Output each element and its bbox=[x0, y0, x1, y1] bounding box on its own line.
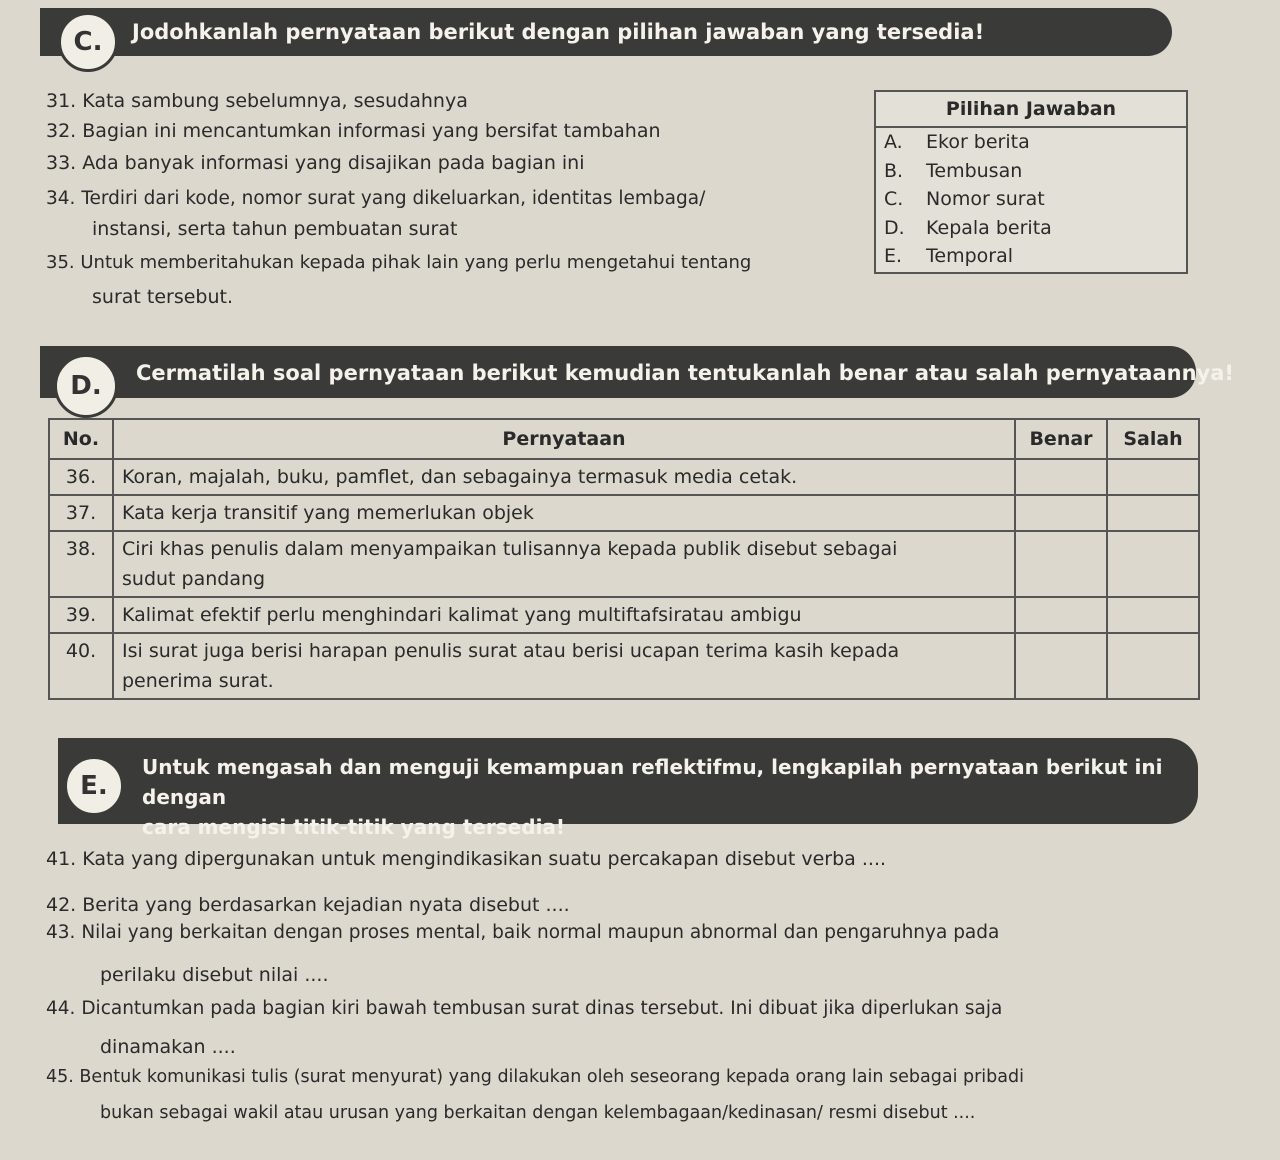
row-statement: Kalimat efektif perlu menghindari kalimat yang multiftafsiratau ambigu bbox=[113, 597, 1015, 633]
question-text: Dicantumkan pada bagian kiri bawah tembusan surat dinas tersebut. Ini dibuat jika diperlukan saja bbox=[81, 998, 1003, 1019]
question-41 bbox=[46, 842, 886, 876]
answer-choices-box bbox=[874, 90, 1188, 274]
table-row bbox=[49, 459, 1199, 495]
false-answer-cell[interactable] bbox=[1107, 459, 1199, 495]
question-34-continued: instansi, serta tahun pembuatan surat bbox=[92, 218, 458, 240]
question-number: 41. bbox=[46, 848, 77, 870]
true-answer-cell[interactable] bbox=[1015, 495, 1107, 531]
header-statement: Pernyataan bbox=[113, 419, 1015, 459]
table-header-row bbox=[49, 419, 1199, 459]
question-text: Nilai yang berkaitan dengan proses mental, baik normal maupun abnormal dan pengaruhnya pada bbox=[81, 922, 1000, 943]
answer-choices-title: Pilihan Jawaban bbox=[876, 92, 1186, 128]
question-text: Ada banyak informasi yang disajikan pada bagian ini bbox=[82, 152, 585, 174]
question-number: 32. bbox=[46, 120, 77, 142]
header-true: Benar bbox=[1015, 419, 1107, 459]
question-33 bbox=[46, 146, 585, 180]
question-text: Bagian ini mencantumkan informasi yang bersifat tambahan bbox=[82, 120, 661, 142]
true-answer-cell[interactable] bbox=[1015, 531, 1107, 597]
section-d-banner bbox=[40, 346, 1234, 401]
row-number: 38. bbox=[49, 531, 113, 597]
section-c-badge: C. bbox=[58, 12, 118, 72]
row-statement: Kata kerja transitif yang memerlukan objek bbox=[113, 495, 1015, 531]
section-e-instruction-line: Untuk mengasah dan menguji kemampuan reflektifmu, lengkapilah pernyataan berikut ini dengan bbox=[142, 755, 1163, 809]
true-false-table bbox=[48, 418, 1200, 700]
question-32 bbox=[46, 114, 661, 148]
question-number: 44. bbox=[46, 998, 76, 1019]
row-number: 37. bbox=[49, 495, 113, 531]
false-answer-cell[interactable] bbox=[1107, 531, 1199, 597]
choice-c: C. Nomor surat bbox=[884, 188, 1045, 210]
question-45 bbox=[46, 1060, 1024, 1094]
choice-a: A. Ekor berita bbox=[884, 131, 1030, 153]
choice-d: D. Kepala berita bbox=[884, 216, 1052, 239]
section-c-banner bbox=[40, 8, 1172, 56]
section-e-banner bbox=[58, 738, 1198, 839]
question-44-continued: dinamakan .... bbox=[100, 1036, 236, 1058]
question-text: Bentuk komunikasi tulis (surat menyurat) yang dilakukan oleh seseorang kepada orang lain sebagai pribadi bbox=[79, 1067, 1024, 1087]
question-text: Kata yang dipergunakan untuk mengindikasikan suatu percakapan disebut verba .... bbox=[82, 848, 887, 870]
section-e-badge: E. bbox=[64, 756, 124, 816]
row-number: 36. bbox=[49, 459, 113, 495]
question-43-continued: perilaku disebut nilai .... bbox=[100, 964, 329, 986]
section-e-instruction bbox=[142, 752, 1182, 842]
question-number: 45. bbox=[46, 1067, 74, 1087]
question-number: 43. bbox=[46, 922, 76, 943]
question-31 bbox=[46, 84, 468, 118]
question-text: Untuk memberitahukan kepada pihak lain yang perlu mengetahui tentang bbox=[80, 252, 752, 273]
row-number: 40. bbox=[49, 633, 113, 699]
question-34 bbox=[46, 182, 705, 216]
section-c-instruction: Jodohkanlah pernyataan berikut dengan pilihan jawaban yang tersedia! bbox=[132, 20, 985, 44]
row-statement bbox=[113, 531, 1015, 597]
question-44 bbox=[46, 992, 1002, 1026]
true-answer-cell[interactable] bbox=[1015, 633, 1107, 699]
table-row bbox=[49, 633, 1199, 699]
section-d-instruction: Cermatilah soal pernyataan berikut kemudian tentukanlah benar atau salah pernyataannya! bbox=[136, 361, 1234, 385]
header-false: Salah bbox=[1107, 419, 1199, 459]
row-number: 39. bbox=[49, 597, 113, 633]
question-43 bbox=[46, 916, 999, 950]
header-no: No. bbox=[49, 419, 113, 459]
table-row bbox=[49, 597, 1199, 633]
section-e-instruction-line: cara mengisi titik-titik yang tersedia! bbox=[142, 815, 566, 839]
question-35 bbox=[46, 246, 751, 280]
choice-b: B. Tembusan bbox=[884, 159, 1023, 182]
false-answer-cell[interactable] bbox=[1107, 495, 1199, 531]
row-statement: Koran, majalah, buku, pamflet, dan sebagainya termasuk media cetak. bbox=[113, 459, 1015, 495]
row-statement bbox=[113, 633, 1015, 699]
question-number: 34. bbox=[46, 188, 76, 209]
table-row bbox=[49, 531, 1199, 597]
table-row bbox=[49, 495, 1199, 531]
question-45-continued: bukan sebagai wakil atau urusan yang berkaitan dengan kelembagaan/kedinasan/ resmi disebut .... bbox=[100, 1103, 976, 1123]
false-answer-cell[interactable] bbox=[1107, 633, 1199, 699]
question-number: 35. bbox=[46, 252, 75, 273]
true-answer-cell[interactable] bbox=[1015, 459, 1107, 495]
row-statement-line: Ciri khas penulis dalam menyampaikan tulisannya kepada publik disebut sebagai bbox=[122, 538, 898, 560]
false-answer-cell[interactable] bbox=[1107, 597, 1199, 633]
true-answer-cell[interactable] bbox=[1015, 597, 1107, 633]
choice-e: E. Temporal bbox=[884, 245, 1013, 267]
question-text: Terdiri dari kode, nomor surat yang dikeluarkan, identitas lembaga/ bbox=[81, 188, 706, 209]
question-text: Kata sambung sebelumnya, sesudahnya bbox=[82, 90, 468, 112]
row-statement-line: Isi surat juga berisi harapan penulis surat atau berisi ucapan terima kasih kepada bbox=[122, 640, 900, 662]
row-statement-line: penerima surat. bbox=[122, 670, 274, 692]
question-35-continued: surat tersebut. bbox=[92, 286, 234, 308]
question-text: Berita yang berdasarkan kejadian nyata disebut .... bbox=[82, 894, 570, 916]
question-number: 42. bbox=[46, 894, 77, 916]
section-d-badge: D. bbox=[54, 354, 118, 418]
question-number: 33. bbox=[46, 152, 77, 174]
question-number: 31. bbox=[46, 90, 77, 112]
row-statement-line: sudut pandang bbox=[122, 568, 266, 590]
